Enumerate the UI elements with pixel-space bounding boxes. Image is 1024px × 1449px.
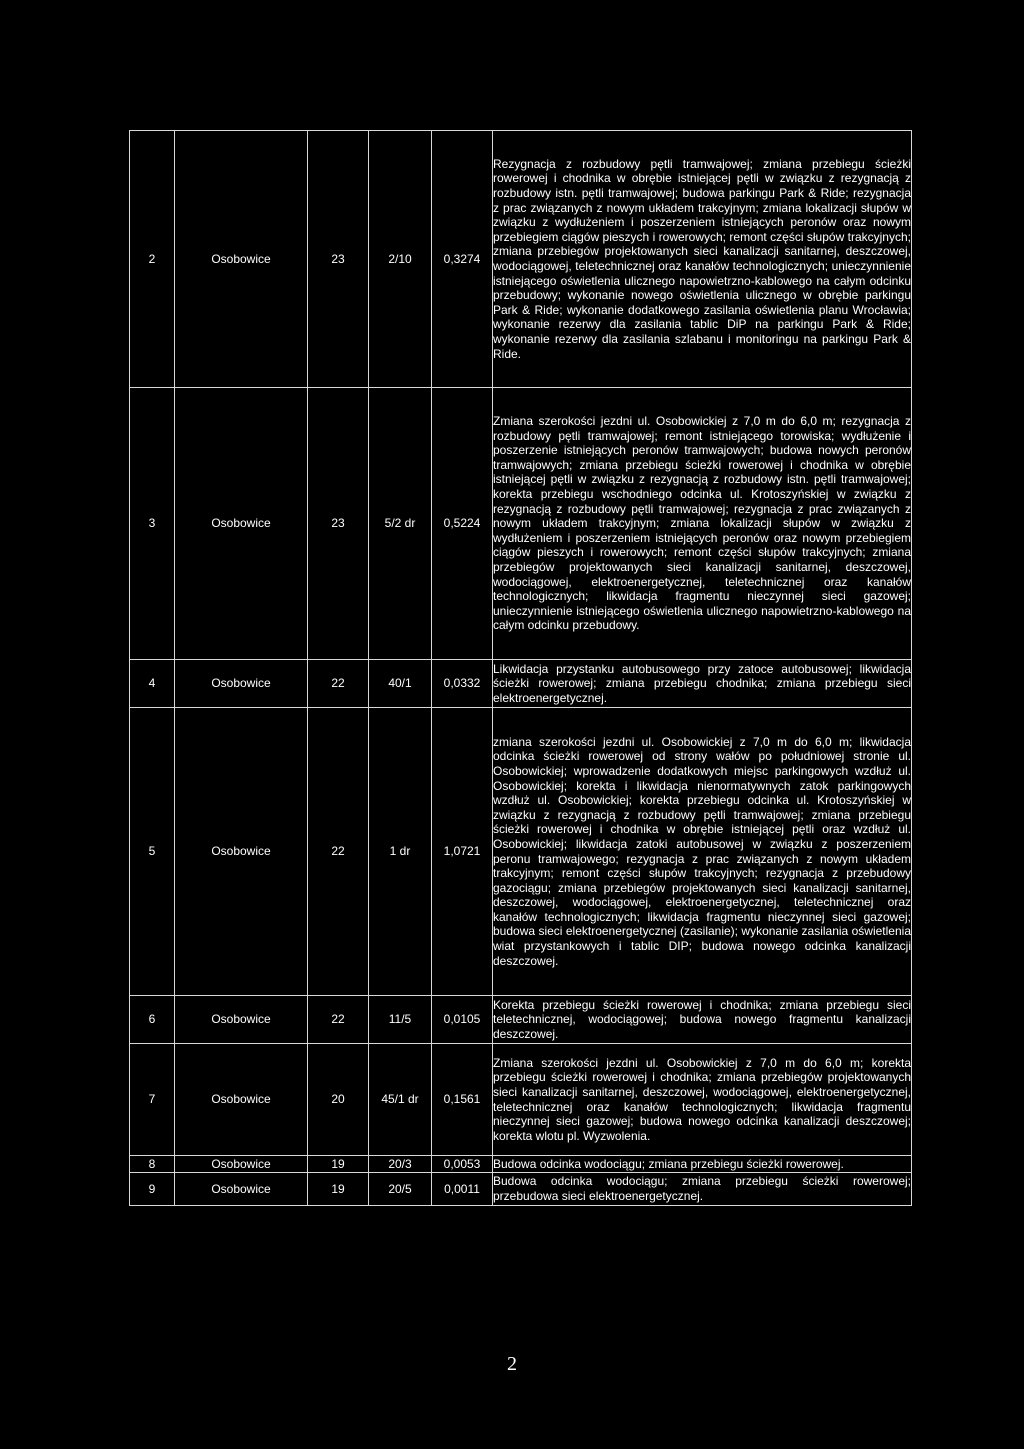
precinct-name: Osobowice: [175, 388, 308, 660]
map-sheet: 19: [308, 1173, 369, 1206]
plot-area: 0,5224: [432, 388, 493, 660]
table-row: [130, 708, 912, 996]
change-description: [493, 996, 912, 1044]
plot-number: 2/10: [369, 131, 432, 388]
precinct-name: Osobowice: [175, 996, 308, 1044]
change-description-text: Rezygnacja z rozbudowy pętli tramwajowej; zmiana przebiegu ścieżki rowerowej i chodnika w obrębie istniejącej pętli w związku z rezygnacją z rozbudowy istn. pętli tramwajowej; budowa parkingu Park & Ride; rezygnacja z prac związanych z nowym układem trakcyjnym; zmiana lokalizacji słupów w związku z wydłużeniem i poszerzeniem istniejących peronów oraz nowym przebiegiem ciągów pieszych i rowerowych; remont części słupów trakcyjnych; zmiana przebiegów projektowanych sieci kanalizacji sanitarnej, deszczowej, wodociągowej, teletechnicznej oraz kanałów technologicznych; unieczynnienie istniejącego oświetlenia ulicznego napowietrzno-kablowego na całym odcinku przebudowy; wykonanie nowego oświetlenia ulicznego w obrębie parkingu Park & Ride; wykonanie dodatkowego zasilania oświetlenia planu Wrocławia; wykonanie rezerwy dla zasilania tablic DiP na parkingu Park & Ride; wykonanie rezerwy dla zasilania szlabanu i monitoringu na parkingu Park & Ride.: [493, 156, 911, 361]
plot-area: 0,0053: [432, 1156, 493, 1173]
plot-area: 1,0721: [432, 708, 493, 996]
plot-number: 1 dr: [369, 708, 432, 996]
row-number: 9: [130, 1173, 175, 1206]
row-number: 8: [130, 1156, 175, 1173]
change-description-text: Likwidacja przystanku autobusowego przy zatoce autobusowej; likwidacja ścieżki rowerowej; zmiana przebiegu chodnika; zmiana przebiegu sieci elektroenergetycznej.: [493, 661, 911, 705]
change-description: [493, 660, 912, 708]
parcels-table: [129, 130, 912, 1206]
table-row: [130, 996, 912, 1044]
change-description-text: zmiana szerokości jezdni ul. Osobowickiej z 7,0 m do 6,0 m; likwidacja odcinka ścieżki rowerowej od strony wałów po południowej stronie ul. Osobowickiej; wprowadzenie dodatkowych miejsc parkingowych wzdłuż ul. Osobowickiej; korekta i likwidacja nienormatywnych zatok parkingowych wzdłuż ul. Osobowickiej; korekta przebiegu odcinka ul. Krotoszyńskiej w związku z rezygnacją z rozbudowy pętli tramwajowej; zmiana przebiegu ścieżki rowerowej i chodnika w obrębie istniejącej pętli oraz wzdłuż ul. Osobowickiej; likwidacja zatoki autobusowej w związku z poszerzeniem peronu tramwajowego; rezygnacja z prac związanych z nowym układem trakcyjnym; remont części słupów trakcyjnych; rezygnacja z przebudowy gazociągu; zmiana przebiegów projektowanych sieci kanalizacji sanitarnej, deszczowej, wodociągowej, elektroenergetycznej, teletechnicznej oraz kanałów technologicznych; likwidacja fragmentu nieczynnej sieci gazowej; budowa sieci elektroenergetycznej (zasilanie); wykonanie zasilania oświetlenia wiat przystankowych i tablic DIP; budowa nowego odcinka kanalizacji deszczowej.: [493, 734, 911, 968]
precinct-name: Osobowice: [175, 708, 308, 996]
page-number: 2: [507, 1353, 517, 1375]
table-row: [130, 660, 912, 708]
map-sheet: 23: [308, 131, 369, 388]
row-number: 4: [130, 660, 175, 708]
plot-area: 0,3274: [432, 131, 493, 388]
plot-number: 20/3: [369, 1156, 432, 1173]
change-description-text: Zmiana szerokości jezdni ul. Osobowickiej z 7,0 m do 6,0 m; korekta przebiegu ścieżki rowerowej i chodnika; zmiana przebiegów projektowanych sieci kanalizacji sanitarnej, deszczowej, wodociągowej, elektroenergetycznej, teletechnicznej oraz kanałów technologicznych; likwidacja fragmentu nieczynnej sieci gazowej; budowa nowego odcinka kanalizacji deszczowej; korekta wlotu pl. Wyzwolenia.: [493, 1055, 911, 1143]
map-sheet: 22: [308, 708, 369, 996]
row-number: 5: [130, 708, 175, 996]
change-description-text: Budowa odcinka wodociągu; zmiana przebiegu ścieżki rowerowej.: [493, 1156, 844, 1171]
table-row: [130, 388, 912, 660]
change-description-text: Budowa odcinka wodociągu; zmiana przebiegu ścieżki rowerowej; przebudowa sieci elektroenergetycznej.: [493, 1174, 911, 1203]
table-row: [130, 1156, 912, 1173]
precinct-name: Osobowice: [175, 1156, 308, 1173]
row-number: 3: [130, 388, 175, 660]
table-row: [130, 1044, 912, 1156]
plot-number: 11/5: [369, 996, 432, 1044]
change-description: [493, 1173, 912, 1206]
map-sheet: 20: [308, 1044, 369, 1156]
row-number: 2: [130, 131, 175, 388]
plot-area: 0,1561: [432, 1044, 493, 1156]
plot-number: 5/2 dr: [369, 388, 432, 660]
map-sheet: 19: [308, 1156, 369, 1173]
change-description: [493, 708, 912, 996]
table-row: [130, 131, 912, 388]
precinct-name: Osobowice: [175, 1173, 308, 1206]
row-number: 7: [130, 1044, 175, 1156]
precinct-name: Osobowice: [175, 660, 308, 708]
change-description: [493, 1156, 912, 1173]
precinct-name: Osobowice: [175, 131, 308, 388]
plot-area: 0,0332: [432, 660, 493, 708]
plot-number: 45/1 dr: [369, 1044, 432, 1156]
map-sheet: 22: [308, 996, 369, 1044]
change-description-text: Korekta przebiegu ścieżki rowerowej i chodnika; zmiana przebiegu sieci teletechnicznej, wodociągowej; budowa nowego fragmentu kanalizacji deszczowej.: [493, 997, 911, 1041]
plot-number: 20/5: [369, 1173, 432, 1206]
table-row: [130, 1173, 912, 1206]
change-description: [493, 388, 912, 660]
change-description: [493, 131, 912, 388]
plot-area: 0,0105: [432, 996, 493, 1044]
map-sheet: 22: [308, 660, 369, 708]
change-description: [493, 1044, 912, 1156]
precinct-name: Osobowice: [175, 1044, 308, 1156]
row-number: 6: [130, 996, 175, 1044]
map-sheet: 23: [308, 388, 369, 660]
plot-area: 0,0011: [432, 1173, 493, 1206]
change-description-text: Zmiana szerokości jezdni ul. Osobowickiej z 7,0 m do 6,0 m; rezygnacja z rozbudowy pętli tramwajowej; remont istniejącego torowiska; wydłużenie i poszerzenie istniejących peronów tramwajowych; budowa nowych peronów tramwajowych; zmiana przebiegu ścieżki rowerowej i chodnika w obrębie istniejącej pętli w związku z rezygnacją z rozbudowy istn. pętli tramwajowej; korekta przebiegu wschodniego odcinka ul. Krotoszyńskiej w związku z rezygnacją z rozbudowy pętli tramwajowej; rezygnacja z prac związanych z nowym układem trakcyjnym; zmiana lokalizacji słupów w związku z wydłużeniem i poszerzeniem istniejących peronów oraz nowym przebiegiem ciągów pieszych i rowerowych; remont części słupów trakcyjnych; zmiana przebiegów projektowanych sieci kanalizacji sanitarnej, deszczowej, wodociągowej, elektroenergetycznej, teletechnicznej oraz kanałów technologicznych; likwidacja fragmentu nieczynnej sieci gazowej; unieczynnienie istniejącego oświetlenia ulicznego napowietrzno-kablowego na całym odcinku przebudowy.: [493, 414, 911, 633]
parcels-table-body: [130, 131, 912, 1206]
plot-number: 40/1: [369, 660, 432, 708]
